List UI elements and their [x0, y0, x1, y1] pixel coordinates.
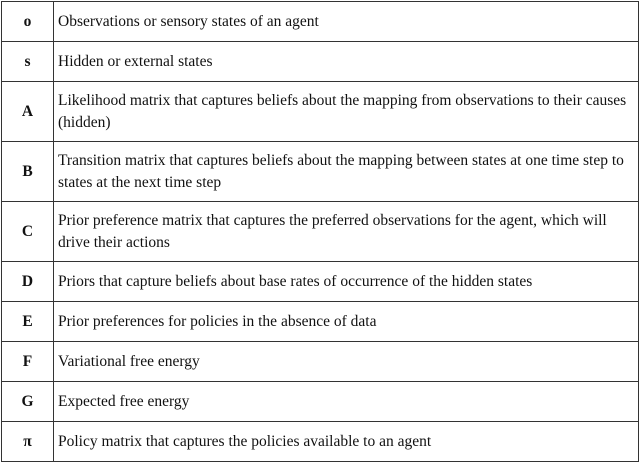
symbol-cell: G: [2, 382, 54, 422]
table-row: [2, 2, 639, 42]
table-row: [2, 382, 639, 422]
description-cell: Expected free energy: [54, 382, 639, 422]
table-row: [2, 82, 639, 142]
table-row: [2, 342, 639, 382]
symbol-cell: E: [2, 302, 54, 342]
table-row: [2, 42, 639, 82]
symbol-cell: π: [2, 422, 54, 462]
notation-table: [1, 1, 639, 462]
table-row: [2, 302, 639, 342]
table-row: [2, 422, 639, 462]
table-row: [2, 262, 639, 302]
description-cell: Variational free energy: [54, 342, 639, 382]
description-cell: Prior preferences for policies in the absence of data: [54, 302, 639, 342]
symbol-cell: D: [2, 262, 54, 302]
symbol-cell: C: [2, 202, 54, 262]
description-cell: Observations or sensory states of an agent: [54, 2, 639, 42]
table-row: [2, 142, 639, 202]
symbol-cell: F: [2, 342, 54, 382]
table-row: [2, 202, 639, 262]
description-cell: Prior preference matrix that captures the preferred observations for the agent, which will drive their actions: [54, 202, 639, 262]
description-cell: Transition matrix that captures beliefs about the mapping between states at one time step to states at the next time step: [54, 142, 639, 202]
description-cell: Hidden or external states: [54, 42, 639, 82]
description-cell: Policy matrix that captures the policies available to an agent: [54, 422, 639, 462]
symbol-cell: o: [2, 2, 54, 42]
description-cell: Likelihood matrix that captures beliefs about the mapping from observations to their causes (hidden): [54, 82, 639, 142]
symbol-cell: B: [2, 142, 54, 202]
description-cell: Priors that capture beliefs about base rates of occurrence of the hidden states: [54, 262, 639, 302]
symbol-cell: A: [2, 82, 54, 142]
symbol-cell: s: [2, 42, 54, 82]
